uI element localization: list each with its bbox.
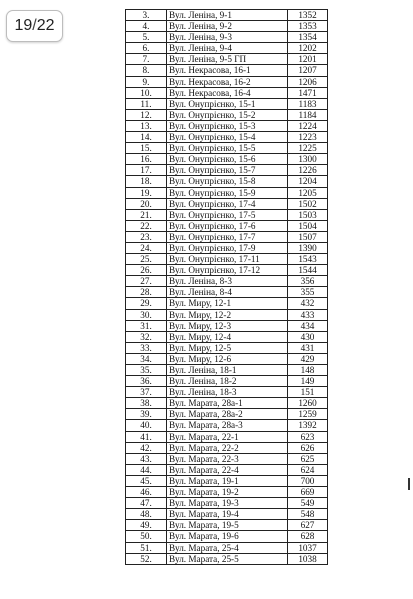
row-number: 15. — [126, 143, 167, 154]
table-row — [126, 431, 328, 442]
row-number: 22. — [126, 220, 167, 231]
row-number: 5. — [126, 32, 167, 43]
row-number: 4. — [126, 21, 167, 32]
table-row — [126, 531, 328, 542]
table-row — [126, 154, 328, 165]
table-row — [126, 365, 328, 376]
row-address: Вул. Леніна, 18-3 — [167, 387, 288, 398]
page-edge-mark — [408, 478, 410, 490]
row-value: 1183 — [288, 98, 328, 109]
page-total: 22 — [36, 17, 55, 34]
row-address: Вул. Онупрієнко, 15-5 — [167, 143, 288, 154]
row-address: Вул. Марата, 28а-3 — [167, 420, 288, 431]
table-row — [126, 453, 328, 464]
row-address: Вул. Онупрієнко, 17-9 — [167, 242, 288, 253]
row-number: 12. — [126, 109, 167, 120]
row-number: 13. — [126, 120, 167, 131]
row-address: Вул. Марата, 19-4 — [167, 509, 288, 520]
row-address: Вул. Леніна, 8-4 — [167, 287, 288, 298]
table-row — [126, 309, 328, 320]
row-address: Вул. Некрасова, 16-2 — [167, 76, 288, 87]
row-address: Вул. Леніна, 9-3 — [167, 32, 288, 43]
row-value: 1201 — [288, 54, 328, 65]
row-number: 37. — [126, 387, 167, 398]
row-address: Вул. Леніна, 9-4 — [167, 43, 288, 54]
row-number: 26. — [126, 265, 167, 276]
row-address: Вул. Онупрієнко, 15-6 — [167, 154, 288, 165]
row-value: 431 — [288, 342, 328, 353]
row-value: 432 — [288, 298, 328, 309]
row-number: 51. — [126, 542, 167, 553]
row-value: 1503 — [288, 209, 328, 220]
row-number: 43. — [126, 453, 167, 464]
row-number: 36. — [126, 376, 167, 387]
row-value: 1224 — [288, 120, 328, 131]
row-number: 42. — [126, 442, 167, 453]
row-value: 356 — [288, 276, 328, 287]
row-value: 1206 — [288, 76, 328, 87]
row-value: 148 — [288, 365, 328, 376]
table-row — [126, 287, 328, 298]
table-row — [126, 143, 328, 154]
row-number: 24. — [126, 242, 167, 253]
row-address: Вул. Онупрієнко, 15-3 — [167, 120, 288, 131]
row-value: 1037 — [288, 542, 328, 553]
table-row — [126, 542, 328, 553]
table-row — [126, 231, 328, 242]
address-table — [125, 9, 328, 565]
row-address: Вул. Леніна, 9-1 — [167, 10, 288, 21]
row-address: Вул. Марата, 19-1 — [167, 475, 288, 486]
page-separator: / — [32, 17, 37, 34]
table-row — [126, 21, 328, 32]
row-number: 7. — [126, 54, 167, 65]
row-value: 624 — [288, 464, 328, 475]
table-row — [126, 220, 328, 231]
row-number: 40. — [126, 420, 167, 431]
row-number: 32. — [126, 331, 167, 342]
row-address: Вул. Онупрієнко, 17-7 — [167, 231, 288, 242]
row-address: Вул. Онупрієнко, 15-1 — [167, 98, 288, 109]
table-row — [126, 442, 328, 453]
table-row — [126, 265, 328, 276]
table-row — [126, 464, 328, 475]
row-address: Вул. Марата, 28а-1 — [167, 398, 288, 409]
row-value: 1259 — [288, 409, 328, 420]
table-row — [126, 76, 328, 87]
row-number: 17. — [126, 165, 167, 176]
row-value: 1354 — [288, 32, 328, 43]
table-row — [126, 254, 328, 265]
row-value: 623 — [288, 431, 328, 442]
table-row — [126, 342, 328, 353]
row-number: 25. — [126, 254, 167, 265]
row-address: Вул. Марата, 25-4 — [167, 542, 288, 553]
row-address: Вул. Марата, 22-2 — [167, 442, 288, 453]
table-row — [126, 187, 328, 198]
row-value: 1471 — [288, 87, 328, 98]
row-value: 149 — [288, 376, 328, 387]
row-number: 14. — [126, 132, 167, 143]
table-row — [126, 176, 328, 187]
table-row — [126, 487, 328, 498]
table-row — [126, 43, 328, 54]
row-value: 628 — [288, 531, 328, 542]
row-value: 1225 — [288, 143, 328, 154]
row-address: Вул. Онупрієнко, 15-2 — [167, 109, 288, 120]
row-number: 3. — [126, 10, 167, 21]
row-value: 1390 — [288, 242, 328, 253]
row-address: Вул. Марата, 19-5 — [167, 520, 288, 531]
row-address: Вул. Миру, 12-3 — [167, 320, 288, 331]
row-value: 1504 — [288, 220, 328, 231]
row-value: 548 — [288, 509, 328, 520]
row-value: 1300 — [288, 154, 328, 165]
row-number: 45. — [126, 475, 167, 486]
table-row — [126, 32, 328, 43]
table-row — [126, 120, 328, 131]
table-row — [126, 509, 328, 520]
row-address: Вул. Некрасова, 16-1 — [167, 65, 288, 76]
row-address: Вул. Миру, 12-6 — [167, 353, 288, 364]
row-number: 39. — [126, 409, 167, 420]
row-value: 1392 — [288, 420, 328, 431]
row-value: 1502 — [288, 198, 328, 209]
row-address: Вул. Марата, 25-5 — [167, 553, 288, 564]
row-number: 11. — [126, 98, 167, 109]
row-address: Вул. Онупрієнко, 17-4 — [167, 198, 288, 209]
table-row — [126, 10, 328, 21]
row-value: 151 — [288, 387, 328, 398]
row-value: 429 — [288, 353, 328, 364]
row-number: 21. — [126, 209, 167, 220]
table-row — [126, 276, 328, 287]
table-row — [126, 298, 328, 309]
row-number: 48. — [126, 509, 167, 520]
row-value: 355 — [288, 287, 328, 298]
row-value: 1207 — [288, 65, 328, 76]
row-number: 49. — [126, 520, 167, 531]
row-value: 433 — [288, 309, 328, 320]
row-address: Вул. Онупрієнко, 15-7 — [167, 165, 288, 176]
row-value: 1352 — [288, 10, 328, 21]
row-address: Вул. Марата, 22-4 — [167, 464, 288, 475]
row-address: Вул. Марата, 22-1 — [167, 431, 288, 442]
row-value: 1223 — [288, 132, 328, 143]
row-number: 38. — [126, 398, 167, 409]
row-number: 31. — [126, 320, 167, 331]
row-address: Вул. Миру, 12-2 — [167, 309, 288, 320]
row-address: Вул. Леніна, 9-2 — [167, 21, 288, 32]
page-current: 19 — [14, 17, 33, 34]
row-number: 9. — [126, 76, 167, 87]
row-address: Вул. Онупрієнко, 15-4 — [167, 132, 288, 143]
row-value: 1202 — [288, 43, 328, 54]
table-row — [126, 387, 328, 398]
address-table-body — [126, 10, 328, 565]
row-address: Вул. Марата, 28а-2 — [167, 409, 288, 420]
row-value: 626 — [288, 442, 328, 453]
row-number: 47. — [126, 498, 167, 509]
row-number: 20. — [126, 198, 167, 209]
row-address: Вул. Леніна, 9-5 ГП — [167, 54, 288, 65]
table-row — [126, 242, 328, 253]
row-number: 33. — [126, 342, 167, 353]
row-address: Вул. Онупрієнко, 15-9 — [167, 187, 288, 198]
row-number: 35. — [126, 365, 167, 376]
row-value: 430 — [288, 331, 328, 342]
table-row — [126, 520, 328, 531]
row-address: Вул. Леніна, 18-2 — [167, 376, 288, 387]
table-row — [126, 475, 328, 486]
row-number: 6. — [126, 43, 167, 54]
row-address: Вул. Марата, 19-3 — [167, 498, 288, 509]
table-row — [126, 209, 328, 220]
row-value: 1260 — [288, 398, 328, 409]
row-value: 1543 — [288, 254, 328, 265]
row-number: 23. — [126, 231, 167, 242]
table-row — [126, 376, 328, 387]
row-value: 1507 — [288, 231, 328, 242]
table-row — [126, 65, 328, 76]
page-indicator — [6, 10, 63, 42]
row-number: 50. — [126, 531, 167, 542]
row-address: Вул. Миру, 12-1 — [167, 298, 288, 309]
table-row — [126, 553, 328, 564]
row-value: 1204 — [288, 176, 328, 187]
row-address: Вул. Леніна, 8-3 — [167, 276, 288, 287]
row-number: 41. — [126, 431, 167, 442]
row-number: 18. — [126, 176, 167, 187]
row-value: 1205 — [288, 187, 328, 198]
table-row — [126, 98, 328, 109]
table-row — [126, 198, 328, 209]
row-value: 1544 — [288, 265, 328, 276]
row-address: Вул. Леніна, 18-1 — [167, 365, 288, 376]
row-number: 34. — [126, 353, 167, 364]
table-row — [126, 420, 328, 431]
row-value: 627 — [288, 520, 328, 531]
row-address: Вул. Онупрієнко, 17-5 — [167, 209, 288, 220]
table-row — [126, 320, 328, 331]
row-address: Вул. Миру, 12-5 — [167, 342, 288, 353]
row-value: 625 — [288, 453, 328, 464]
table-row — [126, 87, 328, 98]
row-address: Вул. Онупрієнко, 17-12 — [167, 265, 288, 276]
row-number: 44. — [126, 464, 167, 475]
table-row — [126, 398, 328, 409]
table-row — [126, 165, 328, 176]
row-number: 8. — [126, 65, 167, 76]
row-number: 10. — [126, 87, 167, 98]
row-address: Вул. Марата, 19-2 — [167, 487, 288, 498]
row-value: 1038 — [288, 553, 328, 564]
table-row — [126, 54, 328, 65]
row-address: Вул. Некрасова, 16-4 — [167, 87, 288, 98]
row-value: 669 — [288, 487, 328, 498]
row-address: Вул. Онупрієнко, 15-8 — [167, 176, 288, 187]
table-row — [126, 409, 328, 420]
row-number: 28. — [126, 287, 167, 298]
row-address: Вул. Марата, 22-3 — [167, 453, 288, 464]
row-number: 29. — [126, 298, 167, 309]
row-address: Вул. Миру, 12-4 — [167, 331, 288, 342]
row-value: 434 — [288, 320, 328, 331]
row-value: 700 — [288, 475, 328, 486]
table-row — [126, 132, 328, 143]
row-value: 549 — [288, 498, 328, 509]
table-row — [126, 498, 328, 509]
row-address: Вул. Онупрієнко, 17-11 — [167, 254, 288, 265]
row-number: 16. — [126, 154, 167, 165]
row-number: 27. — [126, 276, 167, 287]
table-row — [126, 353, 328, 364]
table-row — [126, 331, 328, 342]
row-number: 52. — [126, 553, 167, 564]
row-number: 19. — [126, 187, 167, 198]
row-address: Вул. Марата, 19-6 — [167, 531, 288, 542]
row-value: 1184 — [288, 109, 328, 120]
row-value: 1226 — [288, 165, 328, 176]
row-address: Вул. Онупрієнко, 17-6 — [167, 220, 288, 231]
row-value: 1353 — [288, 21, 328, 32]
row-number: 30. — [126, 309, 167, 320]
row-number: 46. — [126, 487, 167, 498]
table-row — [126, 109, 328, 120]
